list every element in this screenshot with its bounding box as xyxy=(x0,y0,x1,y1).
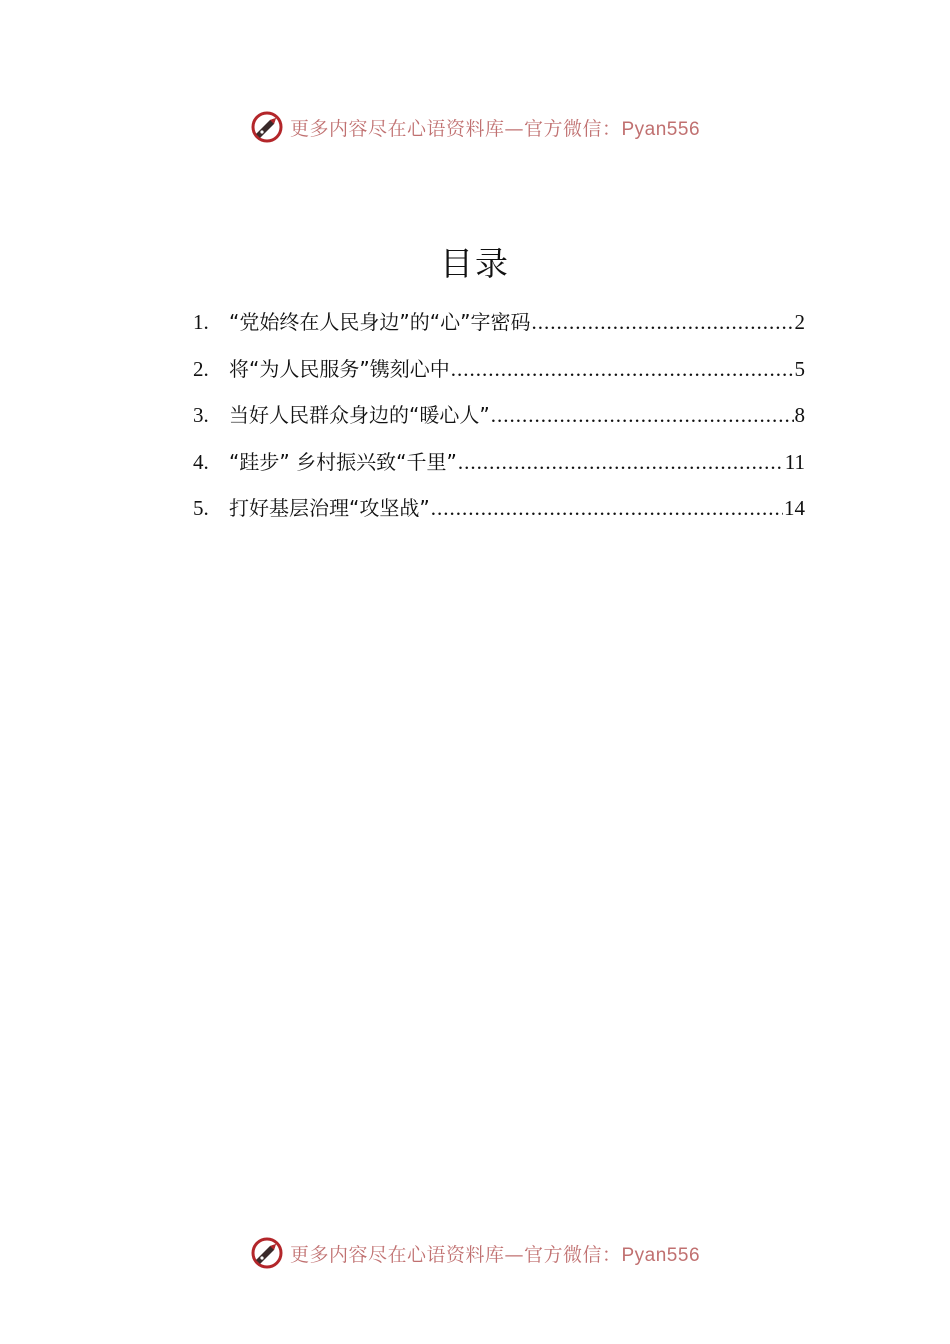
banner-text xyxy=(290,114,700,141)
toc-entry-page: 8 xyxy=(794,403,805,427)
pen-nib-logo-icon xyxy=(250,110,284,144)
toc-entry-number: 1. xyxy=(193,310,209,334)
header-banner xyxy=(0,107,950,147)
toc-entry-page: 14 xyxy=(784,496,805,520)
toc-entry[interactable] xyxy=(193,490,805,537)
wechat-id: Pyan556 xyxy=(621,1244,701,1266)
toc-entry-page: 2 xyxy=(794,310,805,334)
toc-entry-number: 3. xyxy=(193,403,209,427)
table-of-contents xyxy=(193,304,805,537)
toc-entry-page: 11 xyxy=(784,449,805,474)
toc-entry-title: “跬步” 乡村振兴致“千里” xyxy=(229,449,457,474)
pen-nib-logo-icon xyxy=(250,1236,284,1270)
banner-slogan: 更多内容尽在心语资料库—官方微信： xyxy=(289,117,622,140)
toc-entry[interactable] xyxy=(193,351,805,398)
toc-dot-leader xyxy=(431,490,783,526)
toc-dot-leader xyxy=(491,397,794,433)
toc-entry-number: 2. xyxy=(193,356,209,381)
toc-entry-title: 打好基层治理“攻坚战” xyxy=(229,496,430,520)
toc-entry[interactable] xyxy=(193,397,805,444)
toc-entry-number: 4. xyxy=(193,449,209,474)
toc-dot-leader xyxy=(531,304,793,340)
toc-entry-title: “党始终在人民身边”的“心”字密码 xyxy=(229,310,531,334)
toc-entry[interactable] xyxy=(193,304,805,351)
toc-dot-leader xyxy=(458,444,784,480)
toc-entry-title: 将“为人民服务”镌刻心中 xyxy=(229,356,450,381)
toc-title: 目录 xyxy=(440,244,510,283)
footer-banner xyxy=(0,1233,950,1273)
toc-entry-number: 5. xyxy=(193,496,209,520)
toc-entry[interactable] xyxy=(193,444,805,491)
banner-text xyxy=(290,1240,700,1267)
toc-dot-leader xyxy=(451,351,794,387)
wechat-id: Pyan556 xyxy=(621,118,701,140)
toc-entry-page: 5 xyxy=(794,356,805,381)
banner-slogan: 更多内容尽在心语资料库—官方微信： xyxy=(289,1243,622,1266)
toc-entry-title: 当好人民群众身边的“暖心人” xyxy=(229,403,490,427)
